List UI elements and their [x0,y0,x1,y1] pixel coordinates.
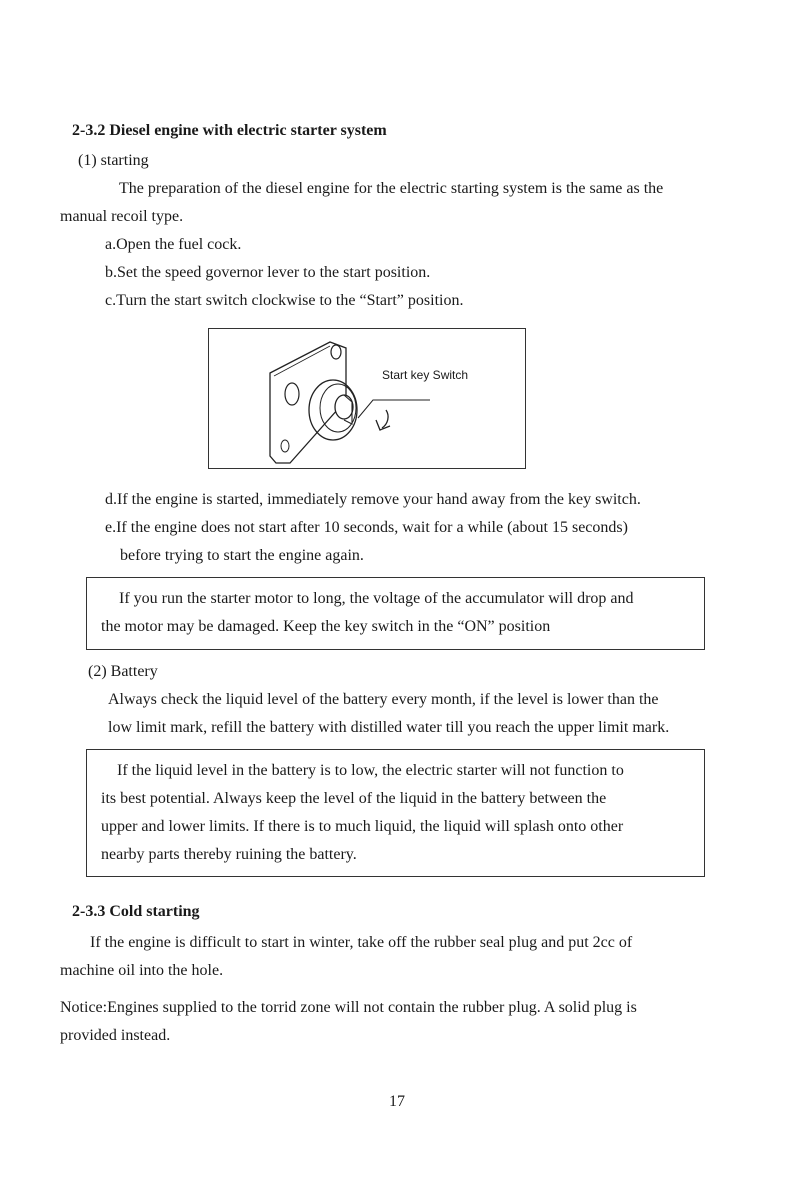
warning1-line1: If you run the starter motor to long, the voltage of the accumulator will drop and [119,590,634,607]
section-heading-232: 2-3.2 Diesel engine with electric starter system [72,122,387,139]
step-a: a.Open the fuel cock. [105,236,242,253]
battery-text-line1: Always check the liquid level of the battery every month, if the level is lower than the [108,691,659,708]
warning2-line4: nearby parts thereby ruining the battery. [101,846,357,863]
warning2-line2: its best potential. Always keep the level of the liquid in the battery between the [101,790,607,807]
step-e-line2: before trying to start the engine again. [120,547,364,564]
section-heading-233: 2-3.3 Cold starting [72,903,200,920]
intro-text-line2: manual recoil type. [60,208,184,225]
warning2-line3: upper and lower limits. If there is to much liquid, the liquid will splash onto other [101,818,624,835]
step-c: c.Turn the start switch clockwise to the “Start” position. [105,292,464,309]
cold-start-line1: If the engine is difficult to start in winter, take off the rubber seal plug and put 2cc of [90,934,633,951]
warning2-line1: If the liquid level in the battery is to low, the electric starter will not function to [117,762,624,779]
figure-label: Start key Switch [382,368,469,382]
subheading-battery: (2) Battery [88,663,158,680]
intro-text-line1: The preparation of the diesel engine for the electric starting system is the same as the [119,180,664,197]
step-e-line1: e.If the engine does not start after 10 seconds, wait for a while (about 15 seconds) [105,519,628,536]
step-d: d.If the engine is started, immediately remove your hand away from the key switch. [105,491,641,508]
cold-start-line2: machine oil into the hole. [60,962,224,979]
warning-box-starter [86,577,705,650]
start-key-switch-illustration [208,328,526,469]
subheading-starting: (1) starting [78,152,149,169]
notice-line2: provided instead. [60,1027,171,1044]
battery-text-line2: low limit mark, refill the battery with distilled water till you reach the upper limit mark. [108,719,670,736]
page-number: 17 [389,1093,405,1110]
step-b: b.Set the speed governor lever to the start position. [105,264,431,281]
warning1-line2: the motor may be damaged. Keep the key switch in the “ON” position [101,618,551,635]
notice-line1: Notice:Engines supplied to the torrid zone will not contain the rubber plug. A solid plug is [60,999,637,1016]
